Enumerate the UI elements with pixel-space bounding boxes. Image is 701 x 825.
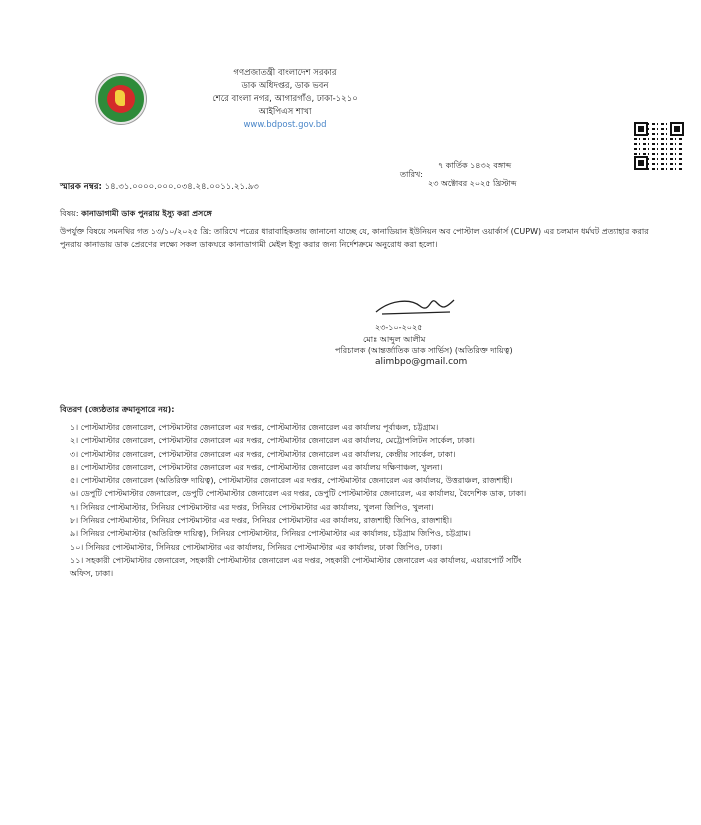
signature-block [335,322,535,368]
date-label: তারিখ: [400,170,423,179]
memo-number [60,180,259,194]
list-item: ৫। পোস্টমাস্টার জেনারেল (অতিরিক্ত দায়িত্ব), পোস্টমাস্টার জেনারেল এর দপ্তর, পোস্টমাস্টার জেনারেল এর কার্যালয়, উত্তরাঞ্চল, রাজশাহী। [70,476,513,486]
list-item: ১। পোস্টমাস্টার জেনারেল, পোস্টমাস্টার জেনারেল এর দপ্তর, পোস্টমাস্টার জেনারেল এর কার্যালয় পূর্বাঞ্চল, চট্টগ্রাম। [70,423,439,432]
website-link[interactable]: www.bdpost.gov.bd [243,120,327,130]
date-english: ২৩ অক্টোবর ২০২৫ খ্রিস্টাব্দ [428,179,517,188]
letterhead [180,67,390,132]
header-line: গণপ্রজাতন্ত্রী বাংলাদেশ সরকার [233,68,337,78]
distribution-heading: বিতরণ (জ্যেষ্ঠতার ক্রমানুসারে নয়): [60,405,175,414]
list-item: ৮। সিনিয়র পোস্টমাস্টার, সিনিয়র পোস্টমাস্টার এর দপ্তর, সিনিয়র পোস্টমাস্টার এর কার্যালয়, রাজশাহী জিপিও, রাজশাহী। [70,516,452,526]
subject [60,208,212,221]
header-line: ডাক অধিদপ্তর, ডাক ভবন [241,81,329,91]
list-item: ১০। সিনিয়র পোস্টমাস্টার, সিনিয়র পোস্টমাস্টার এর কার্যালয়, সিনিয়র পোস্টমাস্টার এর কার্যালয়, ঢাকা জিপিও, ঢাকা। [70,542,443,552]
government-seal-logo [96,74,146,124]
signatory-title: পরিচালক (আন্তর্জাতিক ডাক সার্ভিস) (অতিরিক্ত দায়িত্ব) [335,346,513,355]
list-item: ৪। পোস্টমাস্টার জেনারেল, পোস্টমাস্টার জেনারেল এর দপ্তর, পোস্টমাস্টার জেনারেল এর কার্যালয় দক্ষিণাঞ্চল, খুলনা। [70,462,443,472]
qr-code [634,122,684,170]
header-line: আইপিএস শাখা [258,107,312,117]
signatory-email[interactable]: alimbpo@gmail.com [375,356,468,367]
signature-image [370,292,460,320]
memo-label: স্মারক নম্বর: [60,182,102,192]
subject-label: বিষয়: [60,209,79,218]
date-bangla: ৭ কার্তিক ১৪৩২ বঙ্গাব্দ [438,161,512,170]
subject-text: কানাডাগামী ডাক পুনরায় ইস্যু করা প্রসঙ্গে [81,209,212,218]
list-item: ১১। সহকারী পোস্টমাস্টার জেনারেল, সহকারী পোস্টমাস্টার জেনারেল এর দপ্তর, সহকারী পোস্টমাস্টার জেনারেল এর কার্যালয়, এয়ারপোর্ট সর্টিং অফিস, ঢাকা। [70,555,522,579]
distribution-list [60,404,660,581]
header-line: শেরে বাংলা নগর, আগারগাঁও, ঢাকা-১২১০ [212,94,358,104]
list-item: ২। পোস্টমাস্টার জেনারেল, পোস্টমাস্টার জেনারেল এর দপ্তর, পোস্টমাস্টার জেনারেল এর কার্যালয়, মেট্রোপলিটন সার্কেল, ঢাকা। [70,436,475,446]
list-item: ৯। সিনিয়র পোস্টমাস্টার (অতিরিক্ত দায়িত্ব), সিনিয়র পোস্টমাস্টার, সিনিয়র পোস্টমাস্টার এর কার্যালয়, চট্টগ্রাম জিপিও, চট্টগ্রাম। [70,529,471,539]
signature-date: ২৩-১০-২০২৫ [375,323,423,332]
list-item: ৩। পোস্টমাস্টার জেনারেল, পোস্টমাস্টার জেনারেল এর দপ্তর, পোস্টমাস্টার জেনারেল এর কার্যালয়, কেন্দ্রীয় সার্কেল, ঢাকা। [70,449,456,459]
signatory-name: মোঃ আব্দুল আলীম [363,334,426,344]
memo-value: ১৪.৩১.০০০০.০০০.০৩৪.২৪.০০১১.২১.৯৩ [104,182,259,192]
list-item: ৬। ডেপুটি পোস্টমাস্টার জেনারেল, ডেপুটি পোস্টমাস্টার জেনারেল এর দপ্তর, ডেপুটি পোস্টমাস্টার জেনারেল, এর কার্যালয়, বৈদেশিক ডাক, ঢাকা। [70,489,527,499]
body-paragraph: উপর্যুক্ত বিষয়ে সমনথির গত ১৩/১০/২০২৫ খ্রি: তারিখে পত্রের ধারাবাহিকতায় জানানো যাচ্ছে যে, কানাডিয়ান ইউনিয়ন অব পোস্টাল ওয়ার্কার্স (CUPW) এর চলমান ধর্মঘট প্রত্যাহার করার পুনরায় কানাডায় ডাক প্রেরণের লক্ষ্যে সকল ডাকঘরে কানাডাগামী মেইল ইস্যু করার জন্য নির্দেশক্রমে অনুরোধ করা হলো। [60,227,649,249]
list-item: ৭। সিনিয়র পোস্টমাস্টার, সিনিয়র পোস্টমাস্টার এর দপ্তর, সিনিয়র পোস্টমাস্টার এর কার্যালয়, খুলনা জিপিও, খুলনা। [70,502,434,512]
